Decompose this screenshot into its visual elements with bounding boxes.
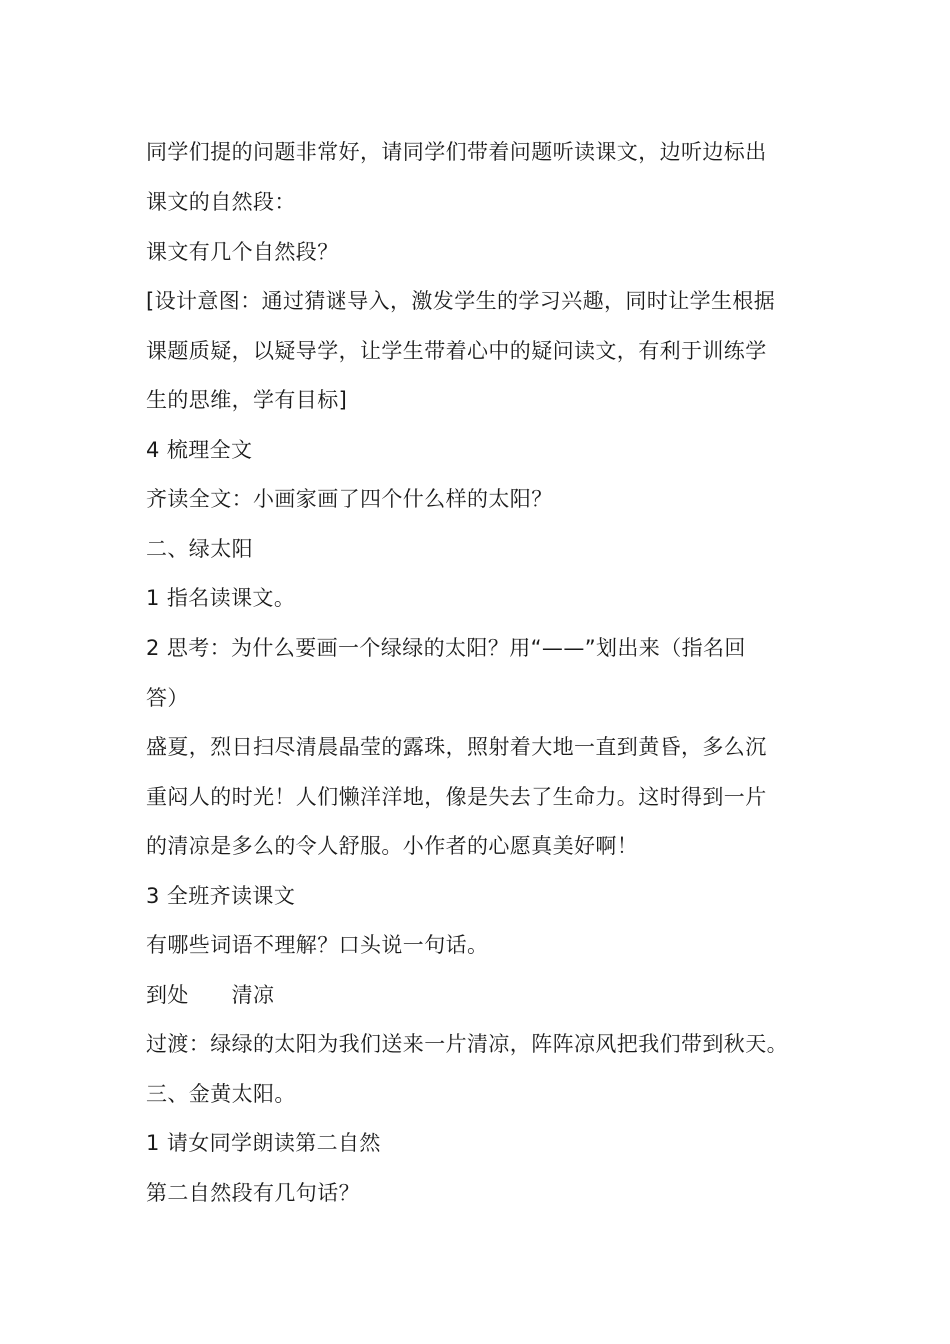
paragraph-line: 重闷人的时光！人们懒洋洋地，像是失去了生命力。这时得到一片	[146, 785, 767, 809]
paragraph-line: 1 指名读课文。	[146, 586, 296, 610]
section-heading: 二、绿太阳	[146, 537, 253, 561]
paragraph-line: 生的思维，学有目标]	[146, 388, 348, 412]
paragraph-line: 课文有几个自然段？	[146, 240, 339, 264]
paragraph-line: 答）	[146, 686, 189, 710]
paragraph-line: 2 思考：为什么要画一个绿绿的太阳？用“——”划出来（指名回	[146, 636, 746, 660]
paragraph-line: 3 全班齐读课文	[146, 884, 296, 908]
paragraph-line: 盛夏，烈日扫尽清晨晶莹的露珠，照射着大地一直到黄昏，多么沉	[146, 735, 767, 759]
paragraph-line: [设计意图：通过猜谜导入，激发学生的学习兴趣，同时让学生根据	[146, 289, 776, 313]
section-heading: 4 梳理全文	[146, 438, 253, 462]
paragraph-line: 课题质疑，以疑导学，让学生带着心中的疑问读文，有利于训练学	[146, 339, 767, 363]
paragraph-line: 到处 清凉	[146, 983, 275, 1007]
paragraph-line: 齐读全文：小画家画了四个什么样的太阳？	[146, 487, 553, 511]
paragraph-line: 过渡：绿绿的太阳为我们送来一片清凉，阵阵凉风把我们带到秋天。	[146, 1032, 788, 1056]
paragraph-line: 有哪些词语不理解？口头说一句话。	[146, 933, 489, 957]
paragraph-line: 课文的自然段：	[146, 190, 296, 214]
paragraph-line: 第二自然段有几句话？	[146, 1181, 360, 1205]
paragraph-line: 同学们提的问题非常好，请同学们带着问题听读课文，边听边标出	[146, 140, 767, 164]
section-heading: 三、金黄太阳。	[146, 1082, 296, 1106]
paragraph-line: 1 请女同学朗读第二自然	[146, 1131, 381, 1155]
paragraph-line: 的清凉是多么的令人舒服。小作者的心愿真美好啊！	[146, 834, 639, 858]
